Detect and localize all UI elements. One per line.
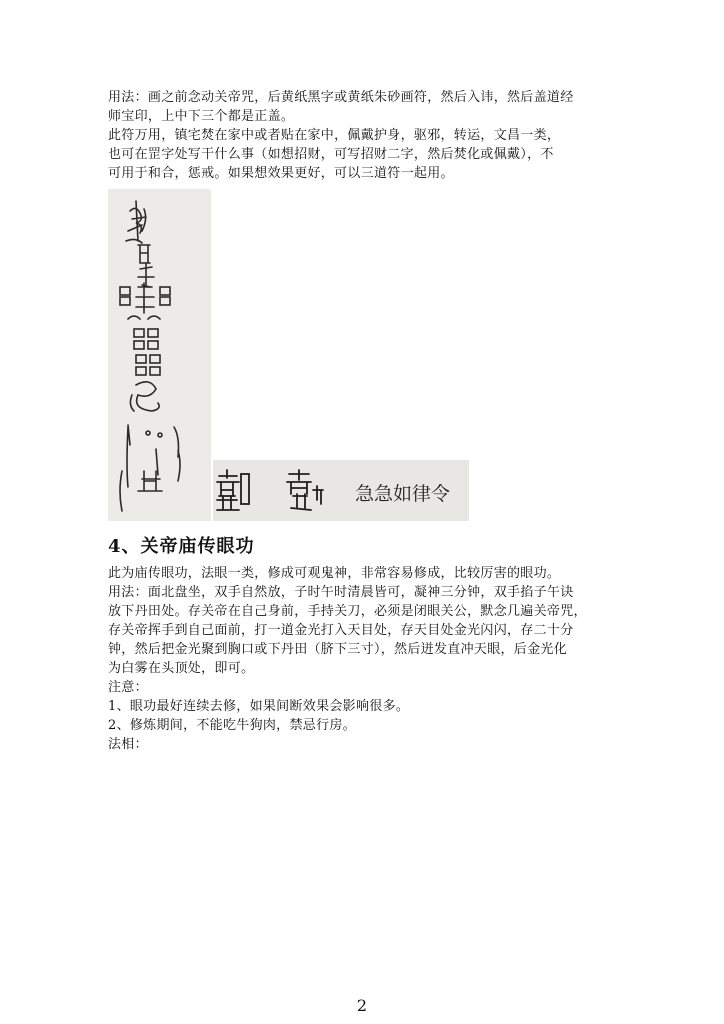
- intro-paragraph: [108, 88, 628, 183]
- text-line: 用法：画之前念动关帝咒，后黄纸黑字或黄纸朱砂画符，然后入讳，然后盖道经: [108, 90, 574, 105]
- section4-body: [108, 564, 628, 754]
- text-line: 钟，然后把金光聚到胸口或下丹田（脐下三寸），然后迸发直冲天眼，后金光化: [108, 642, 568, 657]
- talisman-drawing: [108, 189, 211, 521]
- text-line: 此符万用，镇宅焚在家中或者贴在家中，佩戴护身，驱邪，转运，文昌一类，: [108, 128, 561, 143]
- text-line: 也可在罡字处写干什么事（如想招财，可写招财二字，然后焚化或佩戴），不: [108, 147, 554, 162]
- text-line: 可用于和合，惩戒。如果想效果更好，可以三道符一起用。: [108, 166, 454, 181]
- text-line: 此为庙传眼功，法眼一类，修成可观鬼神，非常容易修成，比较厉害的眼功。: [108, 566, 561, 581]
- text-line: 师宝印，上中下三个都是正盖。: [108, 109, 295, 124]
- section-heading: 4、关帝庙传眼功: [108, 536, 255, 557]
- page-number: 2: [356, 996, 368, 1015]
- notes-label: 注意：: [108, 680, 148, 695]
- fa-xiang-label: 法相：: [108, 737, 148, 752]
- note-item: 2、修炼期间，不能吃牛狗肉，禁忌行房。: [108, 718, 356, 733]
- seal-drawing: [213, 460, 469, 521]
- talisman-photo-left: [108, 189, 211, 521]
- seal-text: 急急如律令: [355, 483, 451, 505]
- text-line: 放下丹田处。存关帝在自己身前，手持关刀，必须是闭眼关公，默念几遍关帝咒，: [108, 604, 587, 619]
- seal-photo-right: [213, 460, 469, 521]
- text-line: 为白雾在头顶处，即可。: [108, 661, 255, 676]
- text-line: 存关帝挥手到自己面前，打一道金光打入天目处，存天目处金光闪闪，存二十分: [108, 623, 574, 638]
- text-line: 用法：面北盘坐，双手自然放，子时午时清晨皆可，凝神三分钟，双手掐子午诀: [108, 585, 574, 600]
- note-item: 1、眼功最好连续去修，如果间断效果会影响很多。: [108, 699, 410, 714]
